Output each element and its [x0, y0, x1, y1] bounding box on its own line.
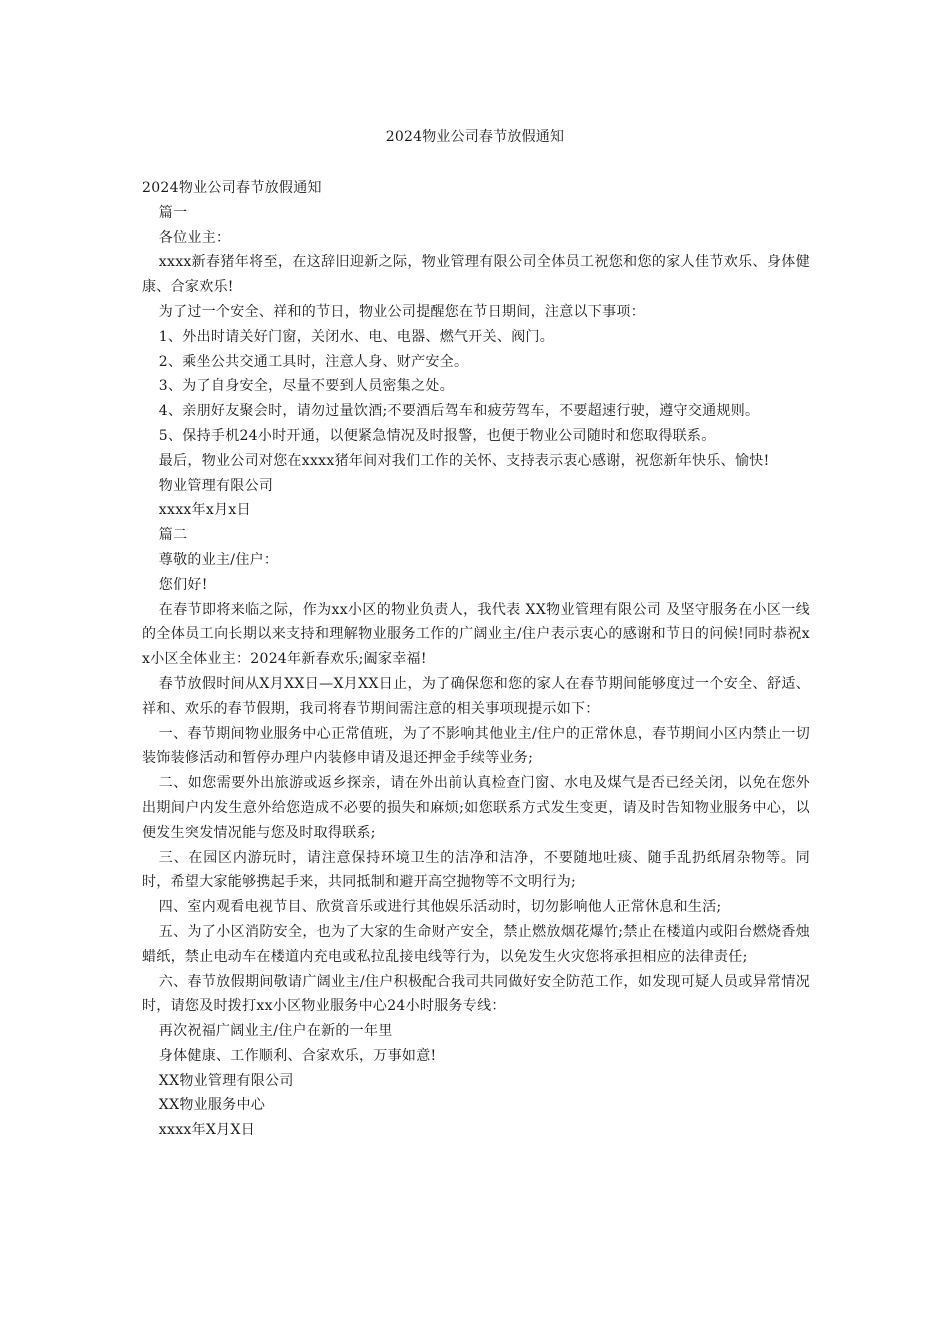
list-item: 二、如您需要外出旅游或返乡探亲，请在外出前认真检查门窗、水电及煤气是否已经关闭，以免在您外出期间户内发生意外给您造成不必要的损失和麻烦;如您联系方式发生变更，请及时告知物业服务中心，以便发生突发情况能与您及时取得联系; [142, 775, 810, 841]
greeting: 您们好! [158, 576, 208, 593]
list-item: 四、室内观看电视节目、欣赏音乐或进行其他娱乐活动时，切勿影响他人正常休息和生活; [158, 899, 722, 916]
list-item: 4、亲朋好友聚会时，请勿过量饮酒;不要酒后驾车和疲劳驾车，不要超速行驶，遵守交通规则。 [158, 403, 760, 420]
signature-date: xxxx年X月X日 [158, 1122, 256, 1139]
signature-date: xxxx年x月x日 [158, 502, 251, 519]
list-item: 2、乘坐公共交通工具时，注意人身、财产安全。 [158, 353, 469, 370]
document-body [142, 176, 810, 1143]
list-item: 三、在园区内游玩时，请注意保持环境卫生的洁净和洁净，不要随地吐痰、随手乱扔纸屑杂物等。同时，希望大家能够携起手来，共同抵制和避开高空抛物等不文明行为; [142, 849, 810, 891]
list-item: 一、春节期间物业服务中心正常值班，为了不影响其他业主/住户的正常休息，春节期间小区内禁止一切装饰装修活动和暂停办理户内装修申请及退还押金手续等业务; [142, 725, 810, 767]
paragraph: 最后，物业公司对您在xxxx猪年间对我们工作的关怀、支持表示衷心感谢，祝您新年快乐、愉快! [158, 452, 770, 469]
closing-line: 再次祝福广阔业主/住户在新的一年里 [158, 1023, 393, 1040]
salutation: 各位业主： [158, 229, 231, 246]
body-heading: 2024物业公司春节放假通知 [142, 180, 322, 196]
section-label: 篇二 [158, 527, 188, 544]
section-label: 篇一 [158, 204, 188, 221]
list-item: 五、为了小区消防安全，也为了大家的生命财产安全，禁止燃放烟花爆竹;禁止在楼道内或阳台燃烧香烛蜡纸，禁止电动车在楼道内充电或私拉乱接电线等行为，以免发生火灾您将承担相应的法律责任; [142, 923, 810, 965]
salutation: 尊敬的业主/住户： [158, 551, 279, 568]
paragraph: xxxx新春猪年将至，在这辞旧迎新之际，物业管理有限公司全体员工祝您和您的家人佳节欢乐、身体健康、合家欢乐! [142, 254, 810, 296]
list-item: 5、保持手机24小时开通，以便紧急情况及时报警，也便于物业公司随时和您取得联系。 [158, 427, 716, 444]
paragraph: 为了过一个安全、祥和的节日，物业公司提醒您在节日期间，注意以下事项： [158, 303, 645, 320]
document-title: 2024物业公司春节放假通知 [385, 129, 565, 145]
signature-company: XX物业管理有限公司 [158, 1072, 294, 1089]
list-item: 3、为了自身安全，尽量不要到人员密集之处。 [158, 378, 455, 395]
paragraph: 春节放假时间从X月XX日—X月XX日止，为了确保您和您的家人在春节期间能够度过一个安全、舒适、祥和、欢乐的春节假期，我司将春节期间需注意的相关事项现提示如下： [142, 675, 810, 717]
list-item: 1、外出时请关好门窗，关闭水、电、电器、燃气开关、阀门。 [158, 328, 555, 345]
closing-line: 身体健康、工作顺利、合家欢乐，万事如意! [158, 1047, 437, 1064]
paragraph: 在春节即将来临之际，作为xx小区的物业负责人，我代表 XX物业管理有限公司 及坚守服务在小区一线的全体员工向长期以来支持和理解物业服务工作的广阔业主/住户表示衷心的感谢和节日的问候!同时恭祝xx小区全体业主：2024年新春欢乐;阖家幸福! [142, 601, 810, 668]
signature-department: XX物业服务中心 [158, 1097, 266, 1114]
signature-company: 物业管理有限公司 [158, 477, 274, 494]
list-item: 六、春节放假期间敬请广阔业主/住户积极配合我司共同做好安全防范工作，如发现可疑人员或异常情况时，请您及时拨打xx小区物业服务中心24小时服务专线： [142, 973, 810, 1015]
